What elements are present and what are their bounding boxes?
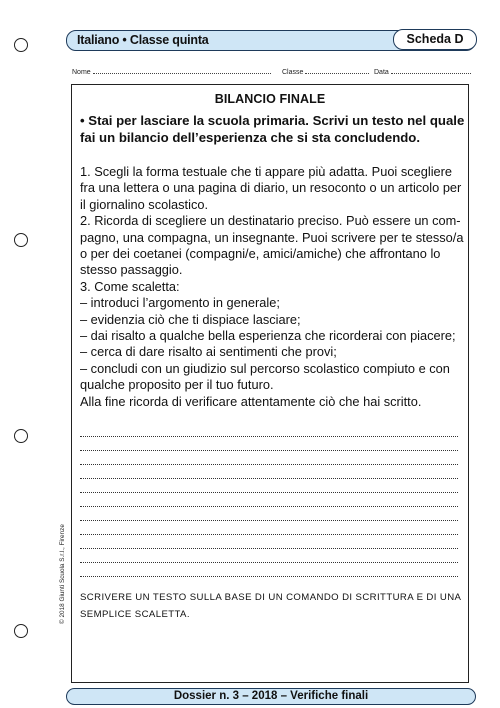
instruction-1: 1. Scegli la forma testuale che ti appare più adatta. Puoi scegliere fra una lettera o una pagina di diario, un resoconto o un articolo per il giornalino scolastico.: [80, 164, 462, 212]
writing-line[interactable]: [80, 506, 458, 507]
header-bar: [66, 30, 476, 51]
writing-line[interactable]: [80, 562, 458, 563]
subject-title: Italiano • Classe quinta: [77, 33, 209, 47]
binder-hole: [14, 38, 28, 52]
writing-line[interactable]: [80, 436, 458, 437]
writing-line[interactable]: [80, 492, 458, 493]
binder-hole: [14, 624, 28, 638]
sheet-tag: Scheda D: [393, 29, 477, 50]
outline-item: – dai risalto a qualche bella esperienza che ricorderai con piacere;: [80, 328, 456, 344]
outline-item: – cerca di dare risalto ai sentimenti che provi;: [80, 344, 337, 360]
worksheet-title: BILANCIO FINALE: [214, 92, 326, 106]
writing-line[interactable]: [80, 450, 458, 451]
copyright-text: © 2018 Giunti Scuola S.r.l., Firenze: [59, 524, 66, 624]
worksheet-intro: • Stai per lasciare la scuola primaria. Scrivi un testo nel quale fai un bilancio dell’esperienza che si sta concludendo.: [80, 113, 465, 145]
instruction-2: 2. Ricorda di scegliere un destinatario preciso. Può essere un com-pagno, una compagna, un insegnante. Puoi scrivere per te stesso/a o per dei coetanei (compagni/e, amici/amiche) che affrontano lo stesso passaggio.: [80, 213, 464, 278]
outline-item: – concludi con un giudizio sul percorso scolastico compiuto e con qualche proposito per il tuo futuro.: [80, 360, 450, 393]
name-label: Nome: [72, 69, 91, 76]
writing-line[interactable]: [80, 520, 458, 521]
class-field[interactable]: [282, 67, 369, 76]
outline-item: – introduci l’argomento in generale;: [80, 295, 280, 311]
binder-hole: [14, 429, 28, 443]
writing-line[interactable]: [80, 534, 458, 535]
class-label: Classe: [282, 69, 304, 76]
footer-bar: Dossier n. 3 – 2018 – Verifiche finali: [66, 688, 476, 705]
instruction-3: 3. Come scaletta:: [80, 278, 180, 294]
writing-line[interactable]: [80, 464, 458, 465]
objective-note: SCRIVERE UN TESTO SULLA BASE DI UN COMANDO DI SCRITTURA E DI UNA SEMPLICE SCALETTA.: [80, 592, 461, 620]
date-field[interactable]: [374, 67, 471, 76]
outline-item: – evidenzia ciò che ti dispiace lasciare;: [80, 311, 301, 327]
writing-line[interactable]: [80, 576, 458, 577]
closing-instruction: Alla fine ricorda di verificare attentamente ciò che hai scritto.: [80, 393, 422, 409]
writing-line[interactable]: [80, 548, 458, 549]
writing-line[interactable]: [80, 478, 458, 479]
binder-hole: [14, 233, 28, 247]
date-label: Data: [374, 69, 389, 76]
instructions: [80, 164, 465, 410]
name-field[interactable]: [72, 67, 271, 76]
